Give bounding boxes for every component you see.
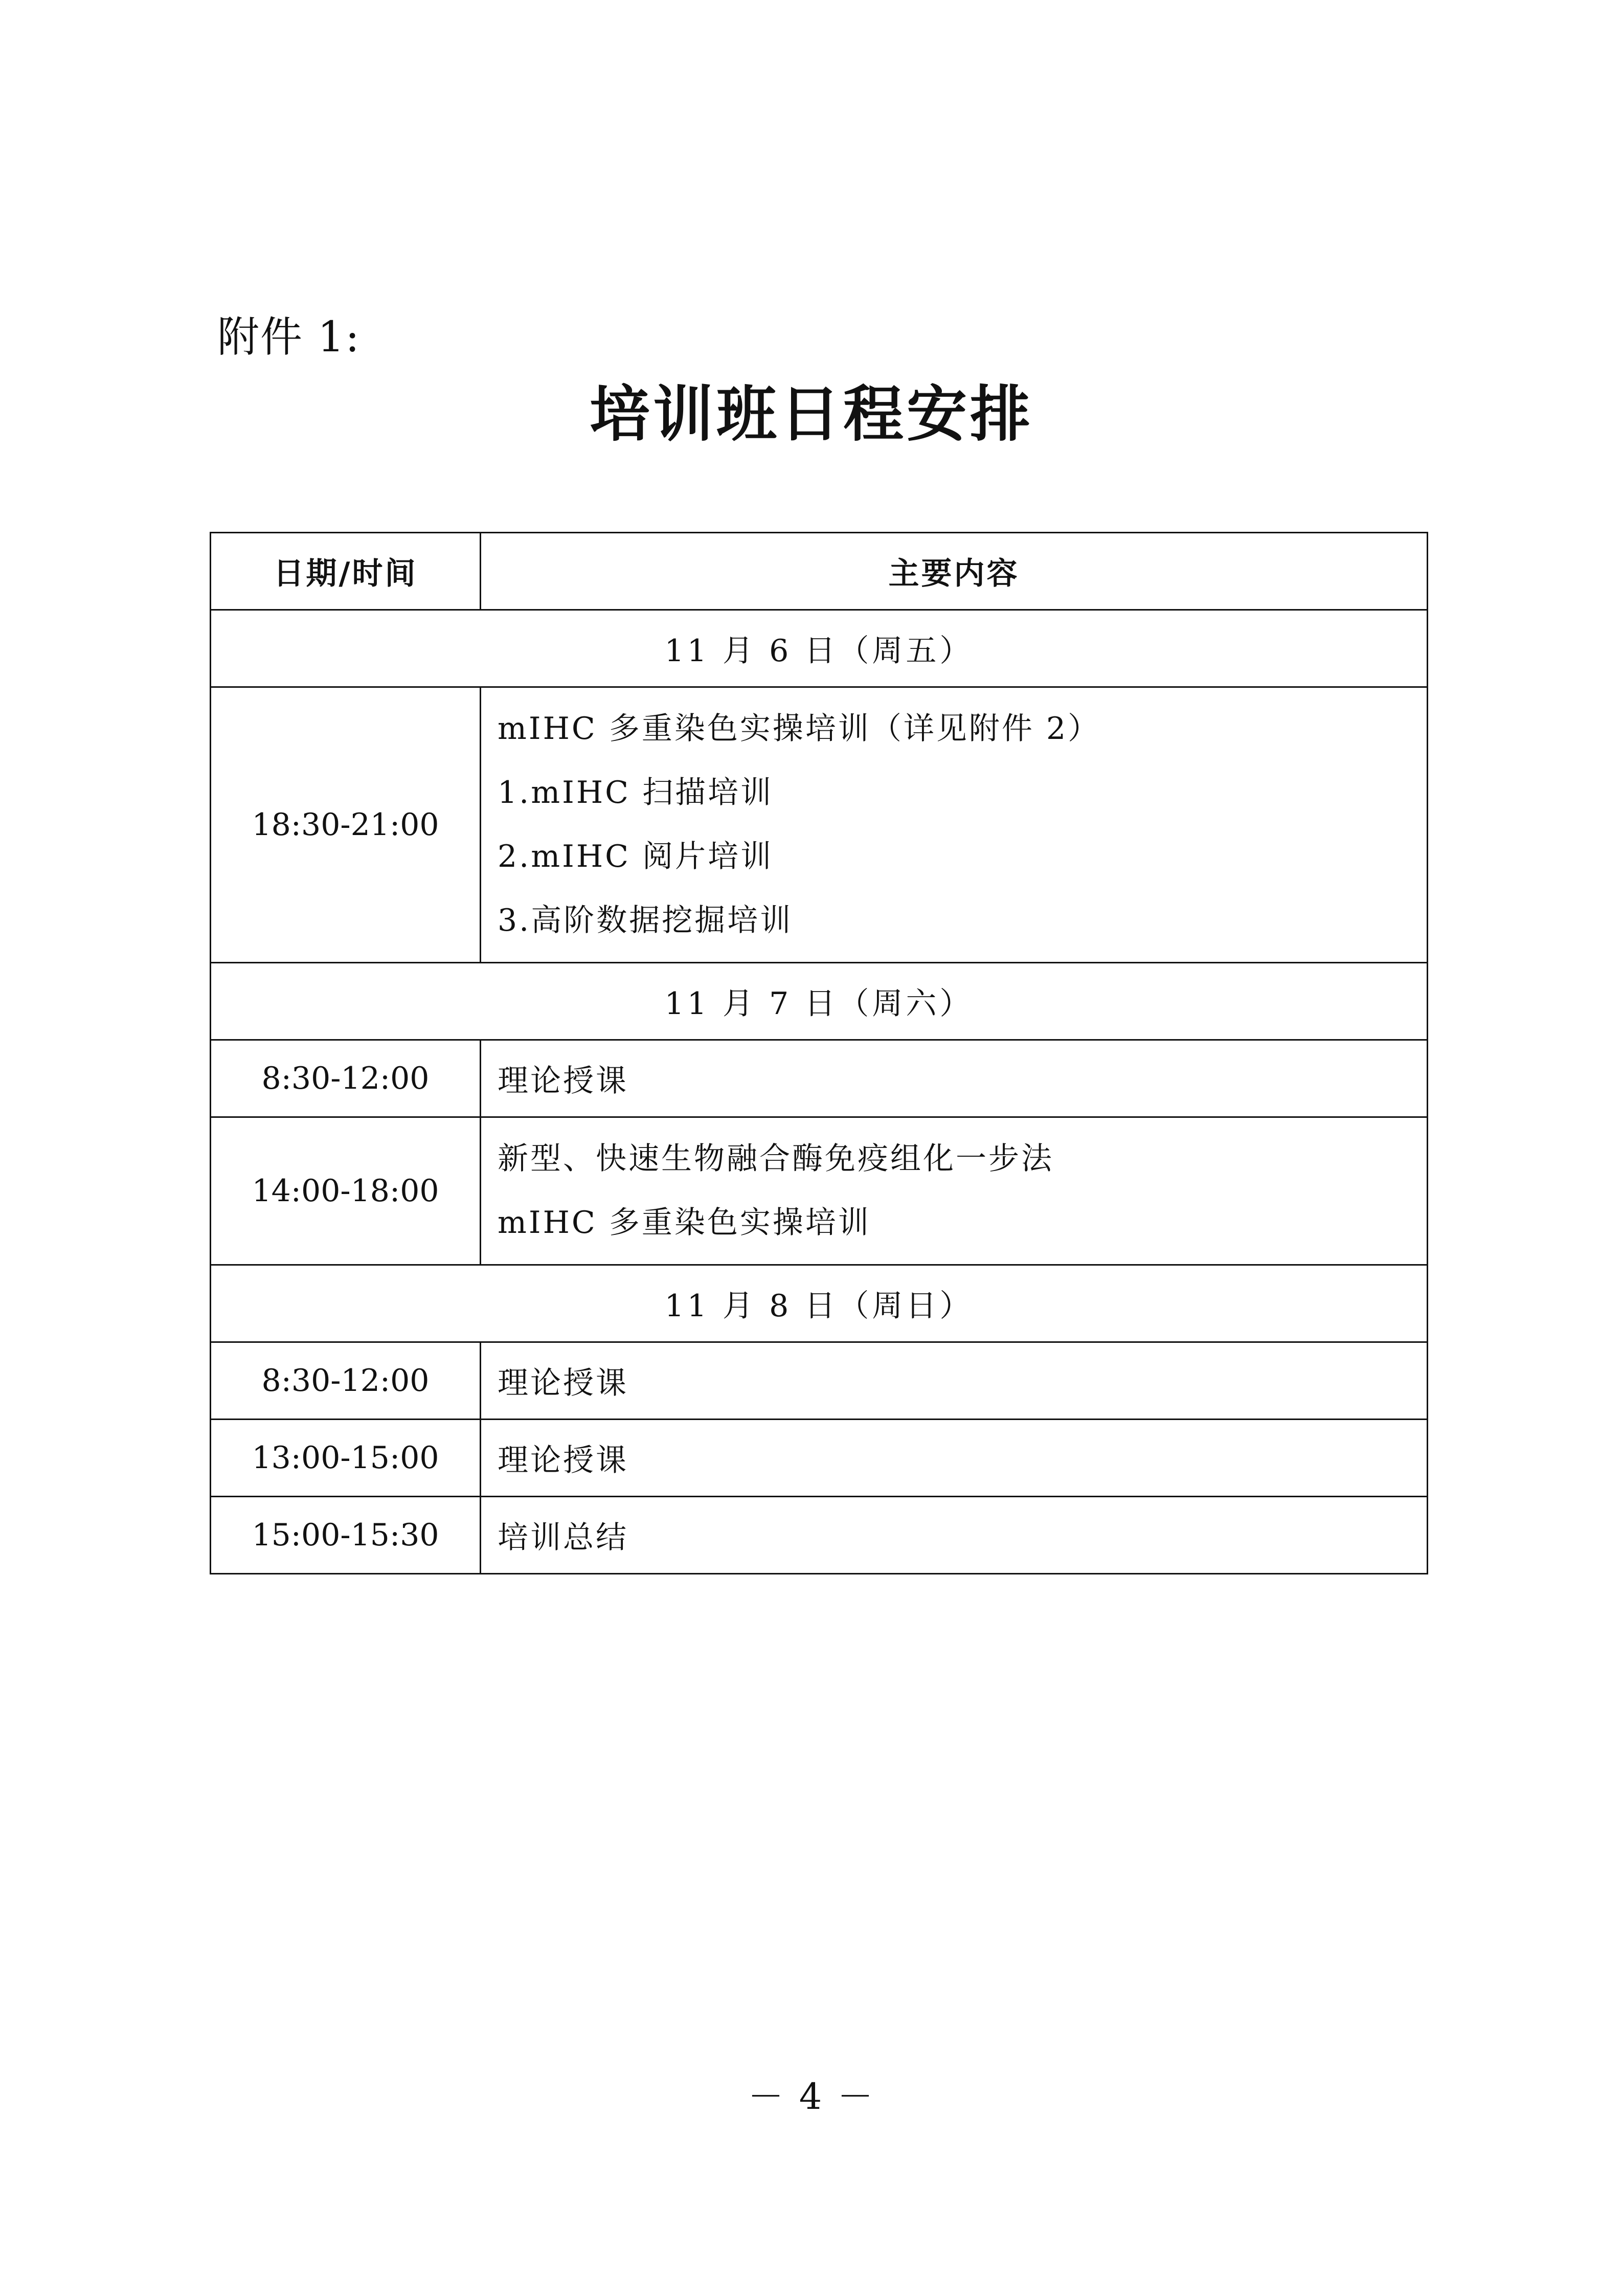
session-content [481,687,1428,963]
session-time: 8:30-12:00 [211,1040,481,1117]
day-label: 11 月 7 日（周六） [211,963,1428,1040]
session-row [211,1497,1428,1574]
session-content: 培训总结 [481,1497,1428,1574]
session-content [481,1117,1428,1265]
day-row [211,963,1428,1040]
session-content: 理论授课 [481,1040,1428,1117]
page-title: 培训班日程安排 [589,379,1033,449]
session-time: 13:00-15:00 [211,1420,481,1497]
content-line: mIHC 多重染色实操培训（详见附件 2） [498,711,1101,747]
session-time: 18:30-21:00 [211,687,481,963]
table-header-row [211,533,1428,610]
attachment-label: 附件 1: [217,313,360,362]
day-row [211,610,1428,687]
session-time: 14:00-18:00 [211,1117,481,1265]
content-line: 3.高阶数据挖掘培训 [498,903,793,938]
content-line: 2.mIHC 阅片培训 [498,839,774,874]
schedule-table [210,532,1428,1574]
day-label: 11 月 8 日（周日） [211,1265,1428,1342]
header-time: 日期/时间 [211,533,481,610]
session-content: 理论授课 [481,1342,1428,1420]
session-row [211,1040,1428,1117]
content-line: mIHC 多重染色实操培训 [498,1205,871,1241]
session-row [211,1342,1428,1420]
content-line: 新型、快速生物融合酶免疫组化一步法 [498,1141,1054,1177]
content-line: 1.mIHC 扫描培训 [498,775,774,811]
day-row [211,1265,1428,1342]
session-time: 15:00-15:30 [211,1497,481,1574]
session-row [211,687,1428,963]
session-row [211,1420,1428,1497]
day-label: 11 月 6 日（周五） [211,610,1428,687]
page-number: － 4 － [748,2076,875,2118]
session-time: 8:30-12:00 [211,1342,481,1420]
session-row [211,1117,1428,1265]
header-content: 主要内容 [481,533,1428,610]
session-content: 理论授课 [481,1420,1428,1497]
